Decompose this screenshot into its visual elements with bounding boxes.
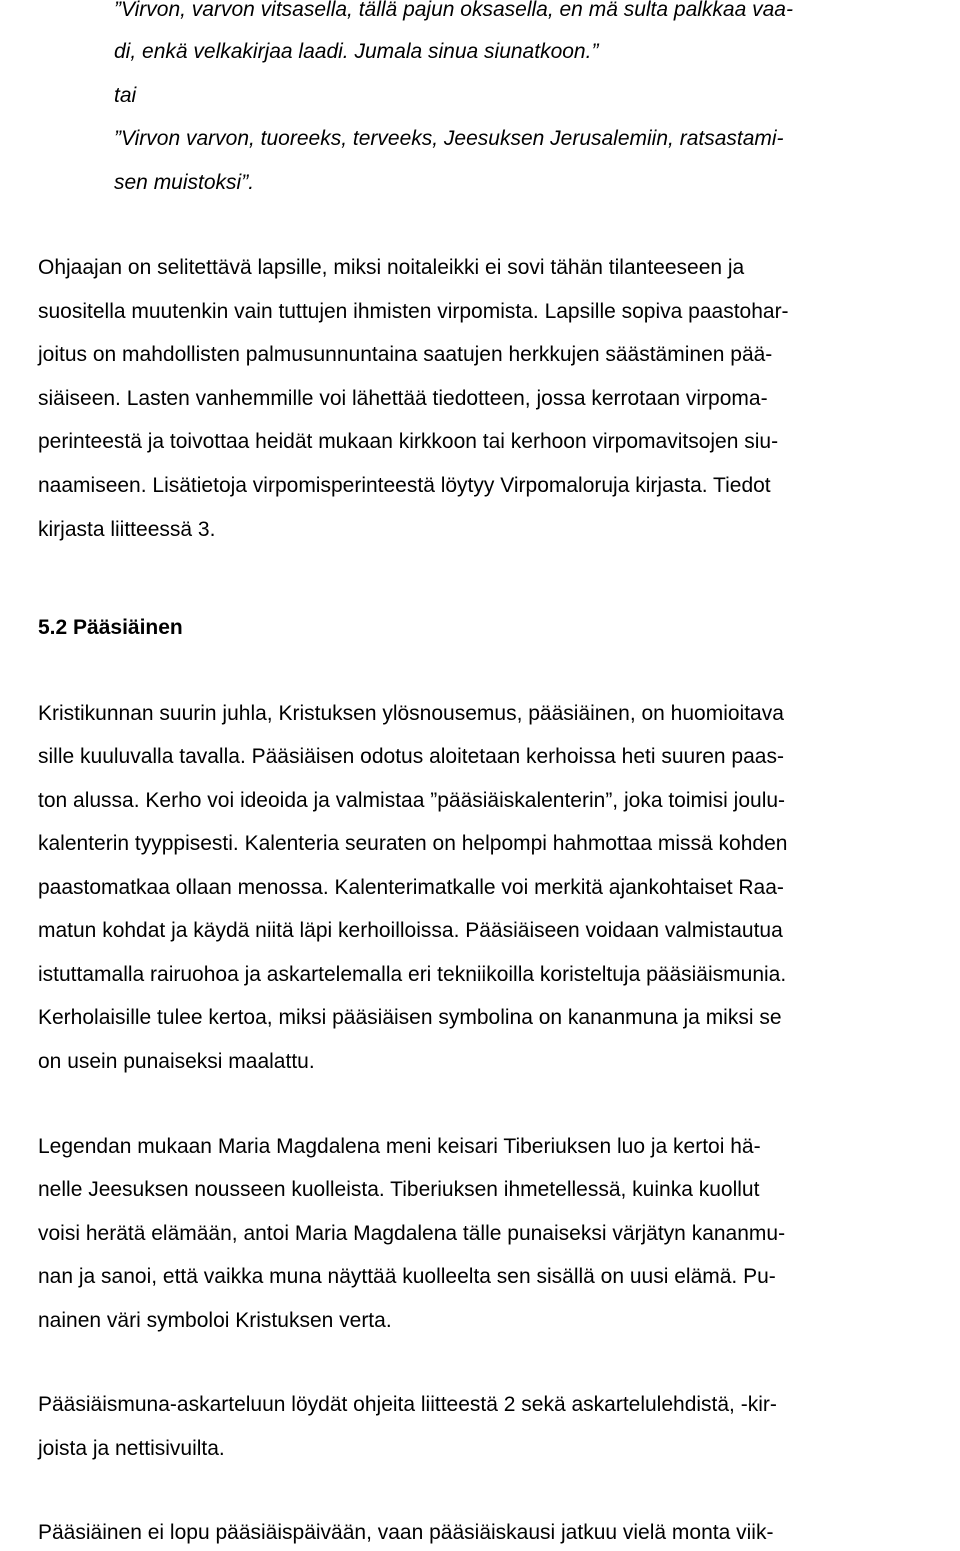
- paragraph-line: Pääsiäinen ei lopu pääsiäispäivään, vaan pääsiäiskausi jatkuu vielä monta viik-: [38, 1521, 774, 1544]
- paragraph-line: naamiseen. Lisätietoja virpomisperinteestä löytyy Virpomaloruja kirjasta. Tiedot: [38, 474, 771, 497]
- paragraph-line: perinteestä ja toivottaa heidät mukaan kirkkoon tai kerhoon virpomavitsojen siu-: [38, 430, 779, 453]
- paragraph-line: Pääsiäismuna-askarteluun löydät ohjeita liitteestä 2 sekä askartelulehdistä, -kir-: [38, 1393, 777, 1416]
- paragraph-line: paastomatkaa ollaan menossa. Kalenterimatkalle voi merkitä ajankohtaiset Raa-: [38, 876, 784, 899]
- paragraph-line: siäiseen. Lasten vanhemmille voi lähettää tiedotteen, jossa kerrotaan virpoma-: [38, 387, 768, 410]
- paragraph-line: matun kohdat ja käydä niitä läpi kerhoilloissa. Pääsiäiseen voidaan valmistautua: [38, 919, 783, 942]
- paragraph-line: istuttamalla rairuohoa ja askartelemalla eri tekniikoilla koristeltuja pääsiäismunia.: [38, 963, 787, 986]
- paragraph-line: joitus on mahdollisten palmusunnuntaina saatujen herkkujen säästäminen pää-: [38, 343, 773, 366]
- verse-line: sen muistoksi”.: [114, 171, 255, 194]
- paragraph-line: kalenterin tyyppisesti. Kalenteria seuraten on helpompi hahmottaa missä kohden: [38, 832, 788, 855]
- paragraph-line: Legendan mukaan Maria Magdalena meni keisari Tiberiuksen luo ja kertoi hä-: [38, 1135, 761, 1158]
- verse-line: di, enkä velkakirjaa laadi. Jumala sinua siunatkoon.”: [114, 40, 599, 63]
- paragraph-line: nelle Jeesuksen nousseen kuolleista. Tiberiuksen ihmetellessä, kuinka kuollut: [38, 1178, 760, 1201]
- paragraph-line: kirjasta liitteessä 3.: [38, 518, 216, 541]
- paragraph-line: joista ja nettisivuilta.: [38, 1437, 225, 1460]
- verse-line: tai: [114, 84, 137, 107]
- paragraph-line: on usein punaiseksi maalattu.: [38, 1050, 315, 1073]
- section-heading: 5.2 Pääsiäinen: [38, 616, 183, 639]
- verse-line: ”Virvon varvon, tuoreeks, terveeks, Jeesuksen Jerusalemiin, ratsastami-: [114, 127, 784, 150]
- paragraph-line: Kerholaisille tulee kertoa, miksi pääsiäisen symbolina on kananmuna ja miksi se: [38, 1006, 782, 1029]
- paragraph-line: voisi herätä elämään, antoi Maria Magdalena tälle punaiseksi värjätyn kananmu-: [38, 1222, 786, 1245]
- paragraph-line: Kristikunnan suurin juhla, Kristuksen ylösnousemus, pääsiäinen, on huomioitava: [38, 702, 784, 725]
- paragraph-line: nan ja sanoi, että vaikka muna näyttää kuolleelta sen sisällä on uusi elämä. Pu-: [38, 1265, 776, 1288]
- verse-line: ”Virvon, varvon vitsasella, tällä pajun oksasella, en mä sulta palkkaa vaa-: [114, 0, 793, 21]
- paragraph-line: suositella muutenkin vain tuttujen ihmisten virpomista. Lapsille sopiva paastohar-: [38, 300, 789, 323]
- paragraph-line: sille kuuluvalla tavalla. Pääsiäisen odotus aloitetaan kerhoissa heti suuren paas-: [38, 745, 784, 768]
- paragraph-line: nainen väri symboloi Kristuksen verta.: [38, 1309, 392, 1332]
- paragraph-line: ton alussa. Kerho voi ideoida ja valmistaa ”pääsiäiskalenterin”, joka toimisi joulu-: [38, 789, 786, 812]
- paragraph-line: Ohjaajan on selitettävä lapsille, miksi noitaleikki ei sovi tähän tilanteeseen ja: [38, 256, 745, 279]
